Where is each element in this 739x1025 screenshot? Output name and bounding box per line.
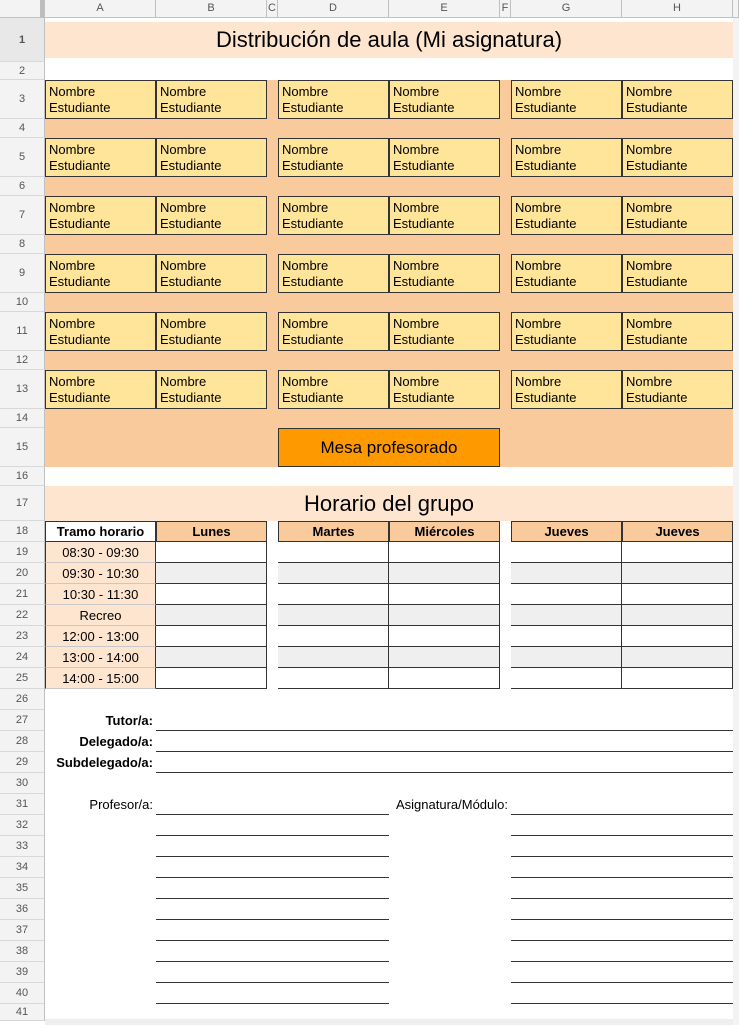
row-header-12[interactable]: 12	[0, 351, 45, 370]
schedule-cell[interactable]	[156, 668, 267, 689]
asignatura-line[interactable]	[511, 857, 733, 878]
schedule-cell[interactable]	[622, 605, 733, 626]
desk-student-label: Estudiante	[282, 390, 344, 405]
schedule-cell[interactable]	[156, 584, 267, 605]
desk-name-label: Nombre	[49, 374, 96, 389]
schedule-cell[interactable]	[278, 626, 389, 647]
desk-student-label: Estudiante	[393, 274, 455, 289]
desk-name-label: Nombre	[49, 316, 96, 331]
student-desk[interactable]	[278, 254, 389, 293]
student-desk[interactable]	[389, 254, 500, 293]
desk-student-label: Estudiante	[160, 274, 222, 289]
row-header-7[interactable]: 7	[0, 196, 45, 235]
profesor-line[interactable]	[156, 815, 389, 836]
row-header-10[interactable]: 10	[0, 293, 45, 312]
desk-name-label: Nombre	[282, 374, 329, 389]
desk-student-label: Estudiante	[282, 274, 344, 289]
column-header-g[interactable]: G	[511, 0, 622, 18]
student-desk[interactable]	[511, 254, 622, 293]
row-header-37[interactable]: 37	[0, 920, 45, 941]
desk-name-label: Nombre	[393, 142, 440, 157]
schedule-header-2[interactable]: Martes	[278, 521, 389, 542]
column-header-f[interactable]: F	[500, 0, 511, 18]
schedule-cell[interactable]	[511, 668, 622, 689]
right-gutter	[733, 18, 739, 1025]
desk-student-label: Estudiante	[160, 158, 222, 173]
column-header-a[interactable]: A	[45, 0, 156, 18]
desk-student-label: Estudiante	[626, 158, 688, 173]
student-desk[interactable]	[278, 312, 389, 351]
schedule-header-1[interactable]: Lunes	[156, 521, 267, 542]
row-header-40[interactable]: 40	[0, 983, 45, 1004]
desk-name-label: Nombre	[160, 258, 207, 273]
row-header-31[interactable]: 31	[0, 794, 45, 815]
asignatura-line[interactable]	[511, 941, 733, 962]
desk-student-label: Estudiante	[626, 274, 688, 289]
profesor-line[interactable]	[156, 962, 389, 983]
student-desk[interactable]	[389, 370, 500, 409]
desk-student-label: Estudiante	[626, 216, 688, 231]
row-header-29[interactable]: 29	[0, 752, 45, 773]
schedule-cell[interactable]	[622, 542, 733, 563]
desk-student-label: Estudiante	[515, 158, 577, 173]
asignatura-line[interactable]	[511, 836, 733, 857]
role-line-tutor[interactable]	[156, 710, 733, 731]
student-desk[interactable]	[511, 312, 622, 351]
schedule-cell[interactable]	[511, 563, 622, 584]
time-slot[interactable]: 09:30 - 10:30	[45, 563, 156, 584]
row-header-8[interactable]: 8	[0, 235, 45, 254]
desk-name-label: Nombre	[282, 258, 329, 273]
asignatura-line[interactable]	[511, 920, 733, 941]
desk-student-label: Estudiante	[626, 390, 688, 405]
student-desk[interactable]	[389, 312, 500, 351]
schedule-title: Horario del grupo	[45, 486, 733, 521]
row-header-41[interactable]: 41	[0, 1004, 45, 1021]
schedule-cell[interactable]	[156, 563, 267, 584]
bottom-strip	[45, 1019, 733, 1025]
role-label-delegado: Delegado/a:	[79, 734, 153, 749]
row-header-14[interactable]: 14	[0, 409, 45, 428]
row-header-4[interactable]: 4	[0, 119, 45, 138]
time-slot[interactable]: 13:00 - 14:00	[45, 647, 156, 668]
desk-name-label: Nombre	[49, 84, 96, 99]
student-desk[interactable]	[45, 196, 156, 235]
time-slot[interactable]: Recreo	[45, 605, 156, 626]
row-header-23[interactable]: 23	[0, 626, 45, 647]
desk-student-label: Estudiante	[393, 332, 455, 347]
profesor-line[interactable]	[156, 983, 389, 1004]
select-all-corner[interactable]	[0, 0, 45, 18]
profesor-line[interactable]	[156, 878, 389, 899]
row-header-25[interactable]: 25	[0, 668, 45, 689]
column-header-b[interactable]: B	[156, 0, 267, 18]
student-desk[interactable]	[45, 138, 156, 177]
desk-student-label: Estudiante	[160, 100, 222, 115]
row-header-18[interactable]: 18	[0, 521, 45, 542]
row-header-11[interactable]: 11	[0, 312, 45, 351]
student-desk[interactable]	[622, 370, 733, 409]
schedule-cell[interactable]	[389, 563, 500, 584]
student-desk[interactable]	[511, 196, 622, 235]
row-header-5[interactable]: 5	[0, 138, 45, 177]
profesor-line[interactable]	[156, 899, 389, 920]
desk-name-label: Nombre	[282, 142, 329, 157]
schedule-cell[interactable]	[511, 605, 622, 626]
desk-student-label: Estudiante	[160, 332, 222, 347]
profesor-line[interactable]	[156, 941, 389, 962]
student-desk[interactable]	[156, 138, 267, 177]
desk-student-label: Estudiante	[393, 100, 455, 115]
desk-name-label: Nombre	[393, 258, 440, 273]
row-header-2[interactable]: 2	[0, 62, 45, 80]
desk-student-label: Estudiante	[393, 390, 455, 405]
student-desk[interactable]	[156, 312, 267, 351]
desk-student-label: Estudiante	[282, 216, 344, 231]
desk-student-label: Estudiante	[515, 100, 577, 115]
student-desk[interactable]	[156, 80, 267, 119]
schedule-cell[interactable]	[511, 542, 622, 563]
schedule-cell[interactable]	[278, 605, 389, 626]
role-label-tutor: Tutor/a:	[105, 713, 153, 728]
desk-student-label: Estudiante	[49, 390, 111, 405]
column-header-d[interactable]: D	[278, 0, 389, 18]
student-desk[interactable]	[45, 80, 156, 119]
schedule-cell[interactable]	[622, 584, 733, 605]
schedule-cell[interactable]	[511, 647, 622, 668]
schedule-cell[interactable]	[278, 647, 389, 668]
row-header-36[interactable]: 36	[0, 899, 45, 920]
desk-name-label: Nombre	[515, 200, 562, 215]
student-desk[interactable]	[389, 138, 500, 177]
row-header-1[interactable]: 1	[0, 18, 45, 62]
schedule-cell[interactable]	[622, 647, 733, 668]
row-header-21[interactable]: 21	[0, 584, 45, 605]
column-header-h[interactable]: H	[622, 0, 733, 18]
desk-student-label: Estudiante	[49, 274, 111, 289]
desk-name-label: Nombre	[626, 200, 673, 215]
row-header-9[interactable]: 9	[0, 254, 45, 293]
role-line-delegado[interactable]	[156, 731, 733, 752]
row-header-17[interactable]: 17	[0, 486, 45, 521]
time-slot[interactable]: 08:30 - 09:30	[45, 542, 156, 563]
student-desk[interactable]	[156, 254, 267, 293]
desk-name-label: Nombre	[515, 374, 562, 389]
row-header-30[interactable]: 30	[0, 773, 45, 794]
desk-name-label: Nombre	[393, 84, 440, 99]
desk-student-label: Estudiante	[515, 216, 577, 231]
schedule-cell[interactable]	[156, 542, 267, 563]
schedule-cell[interactable]	[389, 584, 500, 605]
student-desk[interactable]	[622, 196, 733, 235]
desk-student-label: Estudiante	[515, 332, 577, 347]
desk-student-label: Estudiante	[626, 332, 688, 347]
row-header-33[interactable]: 33	[0, 836, 45, 857]
student-desk[interactable]	[622, 254, 733, 293]
profesor-label: Profesor/a:	[89, 797, 153, 812]
student-desk[interactable]	[45, 312, 156, 351]
row-header-35[interactable]: 35	[0, 878, 45, 899]
desk-name-label: Nombre	[160, 200, 207, 215]
student-desk[interactable]	[389, 80, 500, 119]
schedule-cell[interactable]	[389, 668, 500, 689]
time-slot[interactable]: 12:00 - 13:00	[45, 626, 156, 647]
column-header-c[interactable]: C	[267, 0, 278, 18]
desk-name-label: Nombre	[626, 258, 673, 273]
desk-name-label: Nombre	[160, 374, 207, 389]
schedule-cell[interactable]	[511, 626, 622, 647]
asignatura-line[interactable]	[511, 962, 733, 983]
profesor-line[interactable]	[156, 794, 389, 815]
desk-name-label: Nombre	[49, 142, 96, 157]
asignatura-label: Asignatura/Módulo:	[395, 797, 508, 812]
row-header-22[interactable]: 22	[0, 605, 45, 626]
row-header-27[interactable]: 27	[0, 710, 45, 731]
profesor-line[interactable]	[156, 836, 389, 857]
schedule-cell[interactable]	[389, 626, 500, 647]
desk-name-label: Nombre	[160, 84, 207, 99]
student-desk[interactable]	[511, 80, 622, 119]
desk-name-label: Nombre	[626, 316, 673, 331]
schedule-cell[interactable]	[156, 626, 267, 647]
student-desk[interactable]	[156, 196, 267, 235]
column-header-filler	[733, 0, 739, 18]
desk-name-label: Nombre	[160, 316, 207, 331]
desk-name-label: Nombre	[515, 258, 562, 273]
desk-student-label: Estudiante	[160, 216, 222, 231]
asignatura-line[interactable]	[511, 794, 733, 815]
schedule-cell[interactable]	[278, 668, 389, 689]
student-desk[interactable]	[45, 254, 156, 293]
desk-name-label: Nombre	[515, 84, 562, 99]
desk-student-label: Estudiante	[160, 390, 222, 405]
row-header-38[interactable]: 38	[0, 941, 45, 962]
desk-name-label: Nombre	[626, 84, 673, 99]
desk-student-label: Estudiante	[393, 158, 455, 173]
student-desk[interactable]	[622, 80, 733, 119]
desk-student-label: Estudiante	[282, 332, 344, 347]
schedule-cell[interactable]	[278, 584, 389, 605]
row-header-39[interactable]: 39	[0, 962, 45, 983]
student-desk[interactable]	[278, 370, 389, 409]
profesor-line[interactable]	[156, 920, 389, 941]
desk-student-label: Estudiante	[49, 158, 111, 173]
student-desk[interactable]	[278, 80, 389, 119]
desk-name-label: Nombre	[282, 316, 329, 331]
desk-name-label: Nombre	[515, 316, 562, 331]
desk-student-label: Estudiante	[626, 100, 688, 115]
desk-name-label: Nombre	[160, 142, 207, 157]
time-slot[interactable]: 10:30 - 11:30	[45, 584, 156, 605]
column-header-e[interactable]: E	[389, 0, 500, 18]
desk-name-label: Nombre	[626, 374, 673, 389]
schedule-cell[interactable]	[156, 605, 267, 626]
schedule-cell[interactable]	[511, 584, 622, 605]
desk-student-label: Estudiante	[49, 216, 111, 231]
row-header-20[interactable]: 20	[0, 563, 45, 584]
desk-student-label: Estudiante	[515, 390, 577, 405]
student-desk[interactable]	[511, 138, 622, 177]
schedule-cell[interactable]	[622, 626, 733, 647]
page-title: Distribución de aula (Mi asignatura)	[215, 27, 563, 52]
student-desk[interactable]	[511, 370, 622, 409]
row-header-13[interactable]: 13	[0, 370, 45, 409]
desk-name-label: Nombre	[282, 200, 329, 215]
desk-name-label: Nombre	[49, 200, 96, 215]
teacher-desk[interactable]: Mesa profesorado	[278, 428, 500, 467]
row-header-28[interactable]: 28	[0, 731, 45, 752]
student-desk[interactable]	[278, 196, 389, 235]
schedule-cell[interactable]	[389, 605, 500, 626]
desk-name-label: Nombre	[282, 84, 329, 99]
row-header-26[interactable]: 26	[0, 689, 45, 710]
desk-name-label: Nombre	[515, 142, 562, 157]
schedule-header-0[interactable]: Tramo horario	[45, 521, 156, 542]
student-desk[interactable]	[622, 138, 733, 177]
desk-name-label: Nombre	[393, 374, 440, 389]
row-header-24[interactable]: 24	[0, 647, 45, 668]
role-line-subdelegado[interactable]	[156, 752, 733, 773]
schedule-cell[interactable]	[389, 542, 500, 563]
asignatura-line[interactable]	[511, 815, 733, 836]
student-desk[interactable]	[389, 196, 500, 235]
desk-name-label: Nombre	[393, 316, 440, 331]
schedule-header-5[interactable]: Jueves	[622, 521, 733, 542]
schedule-cell[interactable]	[622, 563, 733, 584]
desk-student-label: Estudiante	[282, 158, 344, 173]
desk-name-label: Nombre	[49, 258, 96, 273]
desk-student-label: Estudiante	[49, 100, 111, 115]
schedule-cell[interactable]	[278, 542, 389, 563]
row-header-16[interactable]: 16	[0, 467, 45, 486]
row-header-34[interactable]: 34	[0, 857, 45, 878]
asignatura-line[interactable]	[511, 983, 733, 1004]
schedule-cell[interactable]	[278, 563, 389, 584]
student-desk[interactable]	[278, 138, 389, 177]
desk-student-label: Estudiante	[282, 100, 344, 115]
student-desk[interactable]	[45, 370, 156, 409]
desk-student-label: Estudiante	[515, 274, 577, 289]
row-header-19[interactable]: 19	[0, 542, 45, 563]
schedule-cell[interactable]	[389, 647, 500, 668]
student-desk[interactable]	[156, 370, 267, 409]
desk-name-label: Nombre	[626, 142, 673, 157]
schedule-cell[interactable]	[622, 668, 733, 689]
row-header-6[interactable]: 6	[0, 177, 45, 196]
student-desk[interactable]	[622, 312, 733, 351]
asignatura-line[interactable]	[511, 878, 733, 899]
desk-student-label: Estudiante	[49, 332, 111, 347]
role-label-subdelegado: Subdelegado/a:	[56, 755, 153, 770]
row-header-15[interactable]: 15	[0, 428, 45, 467]
row-header-3[interactable]: 3	[0, 80, 45, 119]
row-header-32[interactable]: 32	[0, 815, 45, 836]
asignatura-line[interactable]	[511, 899, 733, 920]
schedule-header-4[interactable]: Jueves	[511, 521, 622, 542]
desk-student-label: Estudiante	[393, 216, 455, 231]
time-slot[interactable]: 14:00 - 15:00	[45, 668, 156, 689]
profesor-line[interactable]	[156, 857, 389, 878]
desk-name-label: Nombre	[393, 200, 440, 215]
schedule-cell[interactable]	[156, 647, 267, 668]
schedule-header-3[interactable]: Miércoles	[389, 521, 500, 542]
